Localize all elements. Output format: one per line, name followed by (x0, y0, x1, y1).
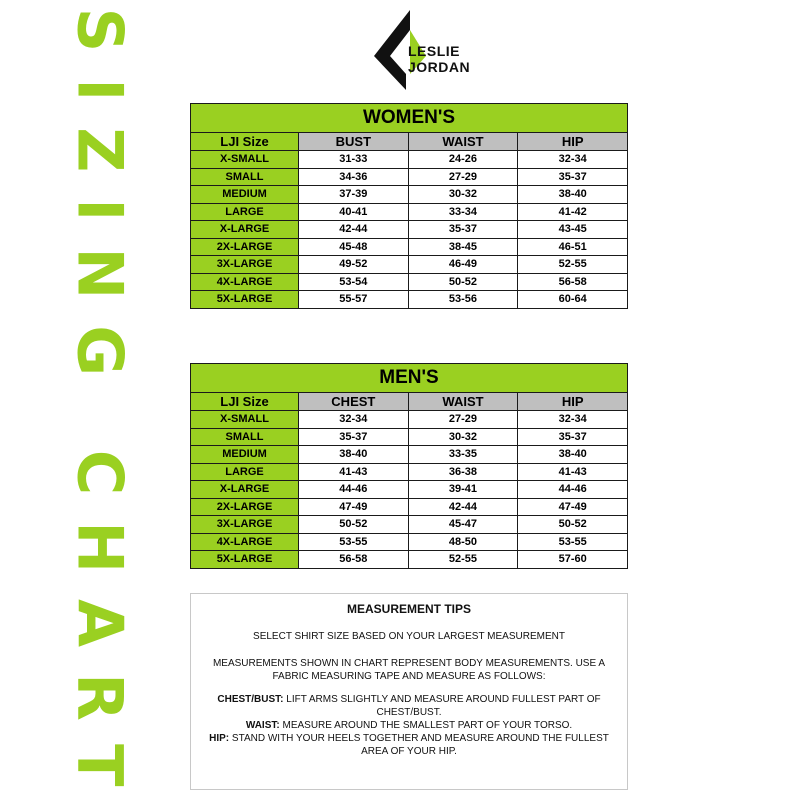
measurement-cell: 60-64 (518, 291, 628, 309)
size-label-cell: X-LARGE (191, 481, 299, 499)
size-label-cell: 2X-LARGE (191, 238, 299, 256)
table-row (191, 428, 628, 446)
size-label-cell: LARGE (191, 463, 299, 481)
header-cell: WAIST (408, 133, 518, 151)
measurement-cell: 41-42 (518, 203, 628, 221)
measurement-cell: 43-45 (518, 221, 628, 239)
measurement-cell: 39-41 (408, 481, 518, 499)
header-cell: LJI Size (191, 133, 299, 151)
measurement-cell: 47-49 (518, 498, 628, 516)
measurement-cell: 38-40 (518, 186, 628, 204)
side-title-text: SIZING CHART (63, 7, 137, 812)
measurement-cell: 37-39 (299, 186, 409, 204)
measurement-cell: 45-48 (299, 238, 409, 256)
table-row (191, 516, 628, 534)
measurement-cell: 38-40 (299, 446, 409, 464)
table-row (191, 168, 628, 186)
header-cell: BUST (299, 133, 409, 151)
size-label-cell: 4X-LARGE (191, 273, 299, 291)
measurement-cell: 53-54 (299, 273, 409, 291)
size-label-cell: 5X-LARGE (191, 291, 299, 309)
tips-waist (191, 719, 627, 732)
tips-chest (191, 693, 627, 719)
measurement-cell: 41-43 (518, 463, 628, 481)
logo-line-1: LESLIE (408, 43, 461, 59)
measurement-cell: 53-55 (518, 533, 628, 551)
measurement-cell: 50-52 (408, 273, 518, 291)
measurement-cell: 33-34 (408, 203, 518, 221)
measurement-cell: 30-32 (408, 428, 518, 446)
size-label-cell: X-SMALL (191, 151, 299, 169)
table-row (191, 221, 628, 239)
measurement-cell: 30-32 (408, 186, 518, 204)
measurement-cell: 31-33 (299, 151, 409, 169)
size-label-cell: MEDIUM (191, 186, 299, 204)
measurement-cell: 40-41 (299, 203, 409, 221)
tips-hip (191, 732, 627, 758)
table-row (191, 551, 628, 569)
tips-waist-label: WAIST: (245, 720, 280, 731)
tips-waist-text: MEASURE AROUND THE SMALLEST PART OF YOUR TORSO. (282, 720, 573, 731)
measurement-cell: 27-29 (408, 411, 518, 429)
measurement-cell: 48-50 (408, 533, 518, 551)
measurement-cell: 35-37 (518, 168, 628, 186)
measurement-cell: 50-52 (518, 516, 628, 534)
measurement-cell: 56-58 (518, 273, 628, 291)
brand-logo (368, 10, 488, 92)
measurement-cell: 42-44 (408, 498, 518, 516)
measurement-cell: 32-34 (518, 151, 628, 169)
table-row (191, 533, 628, 551)
size-label-cell: 3X-LARGE (191, 516, 299, 534)
size-label-cell: X-LARGE (191, 221, 299, 239)
measurement-cell: 27-29 (408, 168, 518, 186)
measurement-cell: 41-43 (299, 463, 409, 481)
measurement-tips-box (190, 593, 628, 790)
tips-line-1: SELECT SHIRT SIZE BASED ON YOUR LARGEST MEASUREMENT (253, 631, 565, 642)
measurement-cell: 42-44 (299, 221, 409, 239)
measurement-cell: 34-36 (299, 168, 409, 186)
measurement-cell: 56-58 (299, 551, 409, 569)
measurement-cell: 38-45 (408, 238, 518, 256)
tips-title: MEASUREMENT TIPS (346, 602, 471, 616)
measurement-cell: 35-37 (299, 428, 409, 446)
womens-header-row (191, 133, 628, 151)
measurement-cell: 46-51 (518, 238, 628, 256)
measurement-cell: 46-49 (408, 256, 518, 274)
table-row (191, 273, 628, 291)
measurement-cell: 44-46 (518, 481, 628, 499)
measurement-cell: 36-38 (408, 463, 518, 481)
table-row (191, 238, 628, 256)
table-row (191, 203, 628, 221)
table-row (191, 411, 628, 429)
measurement-cell: 49-52 (299, 256, 409, 274)
measurement-cell: 32-34 (299, 411, 409, 429)
measurement-cell: 57-60 (518, 551, 628, 569)
size-label-cell: SMALL (191, 168, 299, 186)
measurement-cell: 47-49 (299, 498, 409, 516)
measurement-cell: 24-26 (408, 151, 518, 169)
table-row (191, 256, 628, 274)
table-row (191, 498, 628, 516)
measurement-cell: 45-47 (408, 516, 518, 534)
table-row (191, 291, 628, 309)
tips-hip-text: STAND WITH YOUR HEELS TOGETHER AND MEASURE AROUND THE FULLEST AREA OF YOUR HIP. (231, 733, 609, 757)
header-cell: LJI Size (191, 393, 299, 411)
mens-title: MEN'S (191, 364, 628, 393)
womens-size-table (190, 103, 628, 309)
size-label-cell: 2X-LARGE (191, 498, 299, 516)
logo-line-2: JORDAN (408, 59, 471, 75)
size-label-cell: X-SMALL (191, 411, 299, 429)
mens-size-table (190, 363, 628, 569)
measurement-cell: 52-55 (408, 551, 518, 569)
size-label-cell: 3X-LARGE (191, 256, 299, 274)
header-cell: HIP (518, 393, 628, 411)
tips-line-2: MEASUREMENTS SHOWN IN CHART REPRESENT BODY MEASUREMENTS. USE A FABRIC MEASURING TAPE AND MEASURE AS FOLLOWS: (212, 658, 606, 682)
size-label-cell: 4X-LARGE (191, 533, 299, 551)
mens-header-row (191, 393, 628, 411)
header-cell: CHEST (299, 393, 409, 411)
size-label-cell: SMALL (191, 428, 299, 446)
table-row (191, 186, 628, 204)
measurement-cell: 32-34 (518, 411, 628, 429)
tips-chest-text: LIFT ARMS SLIGHTLY AND MEASURE AROUND FULLEST PART OF CHEST/BUST. (286, 694, 601, 718)
size-label-cell: 5X-LARGE (191, 551, 299, 569)
womens-title: WOMEN'S (191, 104, 628, 133)
header-cell: HIP (518, 133, 628, 151)
header-cell: WAIST (408, 393, 518, 411)
table-row (191, 463, 628, 481)
tips-hip-label: HIP: (209, 733, 230, 744)
size-label-cell: LARGE (191, 203, 299, 221)
measurement-cell: 38-40 (518, 446, 628, 464)
table-row (191, 446, 628, 464)
size-label-cell: MEDIUM (191, 446, 299, 464)
measurement-cell: 53-55 (299, 533, 409, 551)
measurement-cell: 55-57 (299, 291, 409, 309)
table-row (191, 151, 628, 169)
measurement-cell: 35-37 (408, 221, 518, 239)
measurement-cell: 52-55 (518, 256, 628, 274)
measurement-cell: 50-52 (299, 516, 409, 534)
table-row (191, 481, 628, 499)
tips-chest-label: CHEST/BUST: (217, 694, 284, 705)
measurement-cell: 53-56 (408, 291, 518, 309)
measurement-cell: 44-46 (299, 481, 409, 499)
measurement-cell: 35-37 (518, 428, 628, 446)
measurement-cell: 33-35 (408, 446, 518, 464)
